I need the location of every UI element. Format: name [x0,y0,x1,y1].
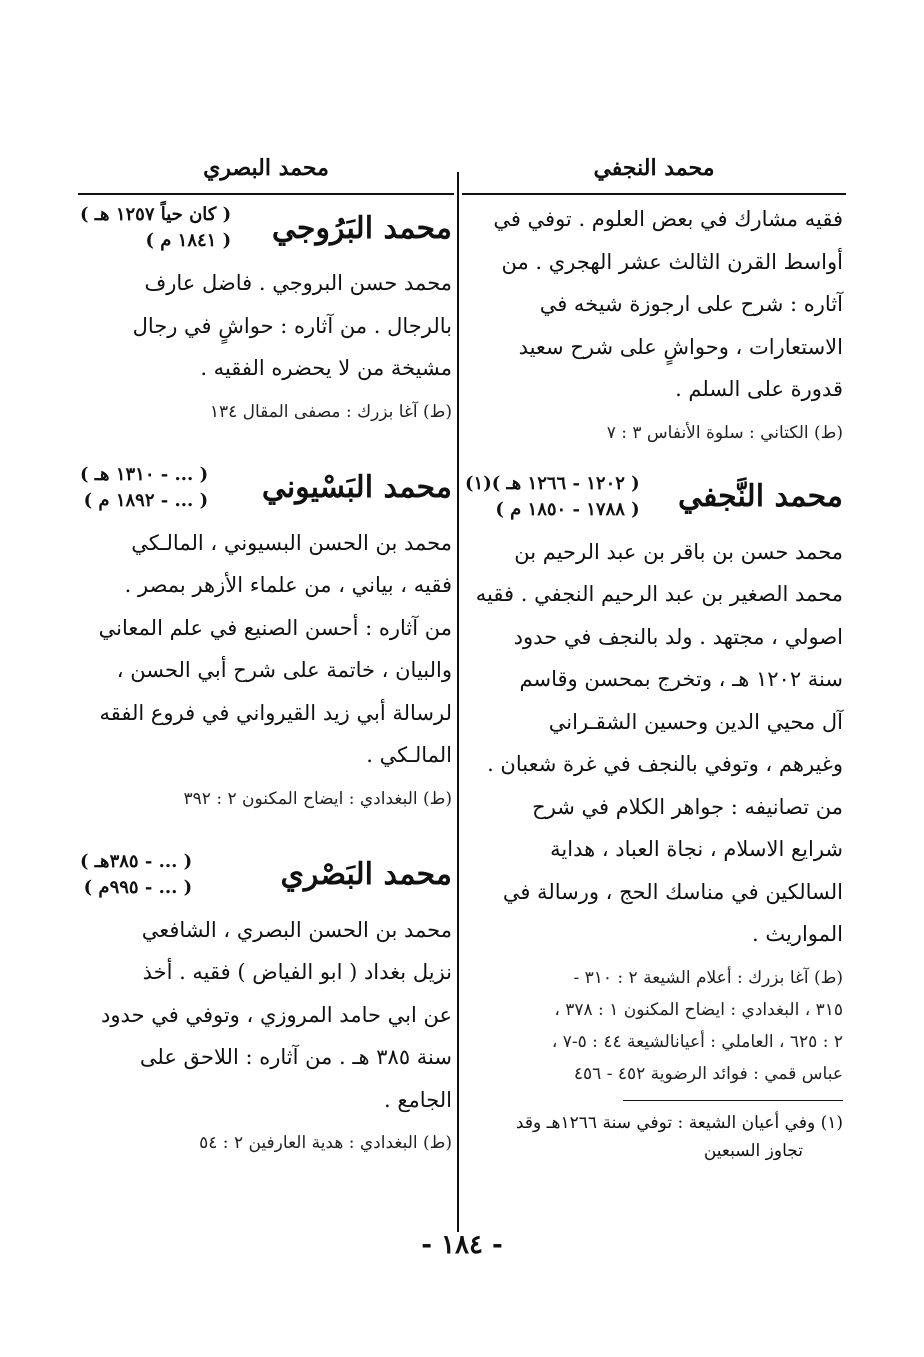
footnote-line: تجاوز السبعين [703,1140,803,1161]
body-line: لرسالة أبي زيد القيرواني في فروع الفقه [99,700,452,725]
body-line: بالرجال . من آثاره : حواشٍ في رجال [132,313,452,338]
body-line: من آثاره : أحسن الصنيع في علم المعاني [98,615,452,640]
source-reference: عباس قمي : فوائد الرضوية ٤٥٢ - ٤٥٦ [573,1063,843,1084]
entry-name: محمد البَرُوجي [271,210,452,246]
body-line: نزيل بغداد ( ابو الفياض ) فقيه . أخذ [142,960,452,984]
body-line: مشيخة من لا يحضره الفقيه . [200,356,452,380]
body-line: محمد بن الحسن البصري ، الشافعي [141,917,452,942]
dates-hijri: ( كان حياً ١٢٥٧ هـ ) [80,204,232,225]
entry-name: محمد النَّجفي [677,479,843,514]
body-line: والبيان ، خاتمة على شرح أبي الحسن ، [116,658,452,682]
source-reference: (ط) البغدادي : ايضاح المكنون ٢ : ٣٩٢ [183,788,452,809]
body-line: آثاره : شرح على ارجوزة شيخه في [539,292,843,316]
body-line: وغيرهم ، وتوفي بالنجف في غرة شعبان . [487,752,843,776]
body-line: عن ابي حامد المروزي ، وتوفي في حدود [101,1002,452,1027]
body-line: سنة ١٢٠٢ هـ ، وتخرج بمحسن وقاسم [519,667,843,691]
entry-heading [80,462,452,514]
source-reference: ٣١٥ ، البغدادي : ايضاح المكنون ١ : ٣٧٨ ، [554,999,843,1020]
source-reference: ٢ : ٦٢٥ ، العاملي : أعيانالشيعة ٤٤ : ٥-٧ ، [551,1031,843,1052]
body-line: المالـكي . [366,743,452,767]
page-number: - ١٨٤ - [421,1230,503,1260]
body-line: السالكين في مناسك الحج ، ورسالة في [502,879,843,904]
body-line: سنة ٣٨٥ هـ . من آثاره : اللاحق على [139,1045,452,1069]
source-reference: (ط) الكتاني : سلوة الأنفاس ٣ : ٧ [606,422,843,443]
entry-name: محمد البَسْيوني [261,470,452,505]
column-divider [457,172,459,1232]
entry-heading [465,471,843,523]
dates-gregorian: ( ١٨٤١ م ) [145,230,232,251]
source-reference: (ط) آغا بزرك : مصفى المقال ١٣٤ [209,401,452,422]
entry-dates [80,849,192,901]
body-line: فقيه مشارك في بعض العلوم . توفي في [493,207,843,231]
right-column [465,150,843,1165]
running-header-right: محمد النجفي [593,155,715,181]
entry-dates [80,202,231,254]
entry-name: محمد البَصْري [280,857,452,892]
body-line: محمد الصغير بن عبد الرحيم النجفي . فقيه [475,582,843,606]
source-reference: (ط) آغا بزرك : أعلام الشيعة ٢ : ٣١٠ - [573,967,843,988]
dates-gregorian: ( ... - ٩٩٥م ) [83,876,193,898]
body-line: شرايع الاسلام ، نجاة العباد ، هداية [550,837,843,861]
body-line: الجامع . [384,1087,452,1112]
dates-gregorian: ( ١٧٨٨ - ١٨٥٠ م ) [495,498,640,520]
body-line: آل محيي الدين وحسين الشقـراني [548,709,843,734]
body-line: قدورة على السلم . [675,377,843,401]
dates-hijri: ( ١٢٠٢ - ١٢٦٦ هـ )(١) [465,472,640,494]
body-line: من تصانيفه : جواهر الكلام في شرح [532,794,843,819]
body-line: محمد حسن بن باقر بن عبد الرحيم بن [514,539,843,564]
entry-heading [80,849,452,901]
dates-hijri: ( ... - ١٣١٠ هـ ) [80,463,209,485]
footnote-rule [623,1100,843,1101]
body-line: المواريث . [751,922,843,946]
entry-dates [80,462,208,514]
footnote-line: (١) وفي أعيان الشيعة : توفي سنة ١٢٦٦هـ وقد [515,1112,843,1133]
body-line: محمد بن الحسن البسيوني ، المالـكي [131,530,452,555]
source-reference: (ط) البغدادي : هدية العارفين ٢ : ٥٤ [199,1133,452,1153]
left-column [80,150,452,1159]
body-line: أواسط القرن الثالث عشر الهجري . من [501,249,843,274]
dates-hijri: ( ... - ٣٨٥هـ ) [80,850,193,872]
entry-heading [80,202,452,254]
dates-gregorian: ( ... - ١٨٩٢ م ) [83,489,209,511]
body-line: محمد حسن البروجي . فاضل عارف [144,271,452,295]
body-line: اصولي ، مجتهد . ولد بالنجف في حدود [513,624,843,649]
body-line: الاستعارات ، وحواشٍ على شرح سعيد [518,334,843,359]
entry-dates [465,471,640,523]
body-line: فقيه ، بياني ، من علماء الأزهر بمصر . [124,573,452,597]
running-header-left: محمد البصري [203,155,329,181]
